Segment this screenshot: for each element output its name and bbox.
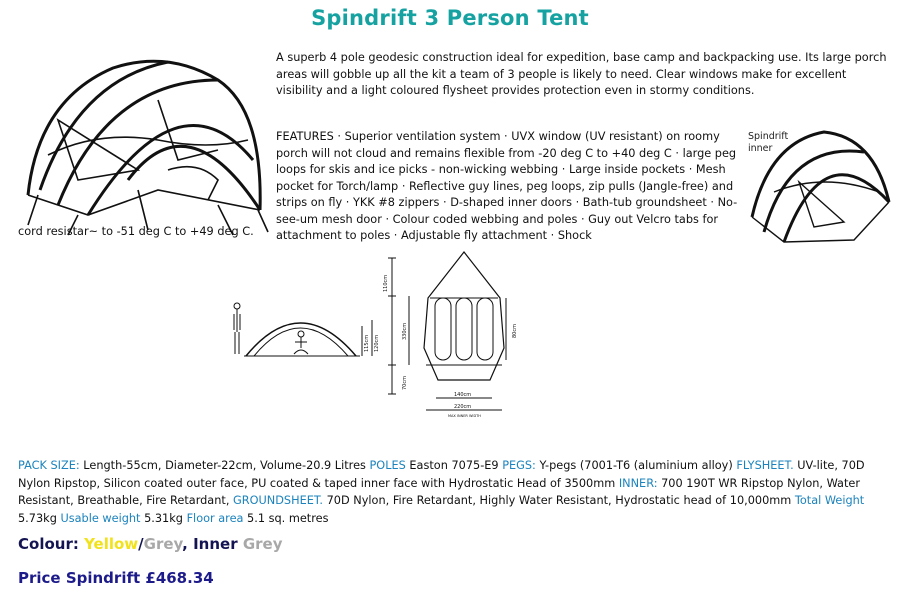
label-height-bottom: 70cm [402, 376, 408, 390]
colour-options [18, 535, 282, 553]
colour-slash: / [138, 535, 144, 553]
spec-val-flysheet: UV-lite, 70D Nylon Ripstop, Silicon coated outer face, PU coated & taped inner face with Hydrostatic Head of 3500mm [18, 459, 865, 490]
label-height-top: 110cm [383, 274, 389, 292]
spec-val-total-weight: 5.73kg [18, 511, 61, 525]
spec-val-usable-weight: 5.31kg [140, 511, 187, 525]
label-inner-length: 80cm [512, 324, 518, 338]
colour-comma: , [182, 535, 194, 553]
inner-tent-label: Spindrift inner [748, 131, 789, 154]
colour-inner-label: Inner [193, 535, 243, 553]
label-side-height-2: 120cm [374, 334, 380, 352]
tent-description: A superb 4 pole geodesic construction ideal for expedition, base camp and backpacking use. Its large porch areas will gobble up all the kit a team of 3 people is likely to need. Clear windows make for excellent visibility and a light coloured flysheet provides protection even in stormy conditions. [276, 51, 887, 97]
features-line: FEATURES · Superior ventilation system · UVX window (UV resistant) on roomy porch will not cloud and remains flexible from -20 deg C to +40 deg C · large peg loops for skis and ice picks - non-wicking webbing · Large inside pockets · Mesh pocket for Torch/lamp · Reflective guy lines, peg loops, zip pulls (Jangle-free) and strips on fly · YKK #8 zippers · D-shaped inner doors · Bath-tub groundsheet · No-see-um mesh door · Colour coded webbing [276, 130, 738, 226]
colour-label: Colour: [18, 535, 85, 553]
label-total-width: 220cm [454, 404, 472, 410]
tent-outer-illustration [18, 40, 270, 240]
spec-key-groundsheet: GROUNDSHEET. [233, 494, 324, 508]
spec-val-poles: Easton 7075-E9 [405, 459, 503, 472]
spec-val-pegs: Y-pegs (7001-T6 (aluminium alloy) [535, 459, 737, 472]
features-line-last: and poles · Guy out Velcro tabs for attachment to poles · Adjustable fly attachment · Shock [276, 212, 719, 242]
page-title: Spindrift 3 Person Tent [311, 6, 589, 30]
features-text-tail: cord resistar~ to -51 deg C to +49 deg C. [18, 225, 254, 238]
spec-key-pack-size: PACK SIZE: [18, 459, 80, 472]
tent-dimension-diagram [226, 250, 556, 428]
spec-key-pegs: PEGS: [502, 459, 536, 472]
label-max-inner-width: MAX INNER WIDTH [448, 414, 481, 418]
spec-val-inner: 700 190T WR Ripstop Nylon, Water Resistant, Breathable, Fire Retardant, [18, 476, 860, 508]
spec-val-groundsheet: 70D Nylon, Fire Retardant, Highly Water Resistant, Hydrostatic head of 10,000mm [323, 494, 795, 508]
spec-val-floor-area: 5.1 sq. metres [243, 511, 329, 525]
spec-key-total-weight: Total Weight [794, 494, 865, 508]
spec-val-pack-size: Length-55cm, Diameter-22cm, Volume-20.9 Litres [79, 459, 370, 472]
spec-key-inner: INNER: [618, 476, 658, 490]
spec-key-poles: POLES [369, 459, 406, 472]
spec-key-flysheet: FLYSHEET. [736, 459, 794, 472]
spec-key-usable-weight: Usable weight [60, 511, 141, 525]
colour-grey: Grey [143, 535, 183, 553]
colour-inner-grey: Grey [242, 535, 283, 553]
label-total-length: 330cm [402, 322, 408, 340]
price: Price Spindrift £468.34 [18, 569, 214, 587]
spec-key-floor-area: Floor area [186, 511, 244, 525]
label-side-height-1: 115cm [364, 334, 370, 352]
label-inner-width: 140cm [454, 392, 472, 398]
specifications [18, 457, 892, 527]
colour-yellow: Yellow [84, 535, 139, 553]
